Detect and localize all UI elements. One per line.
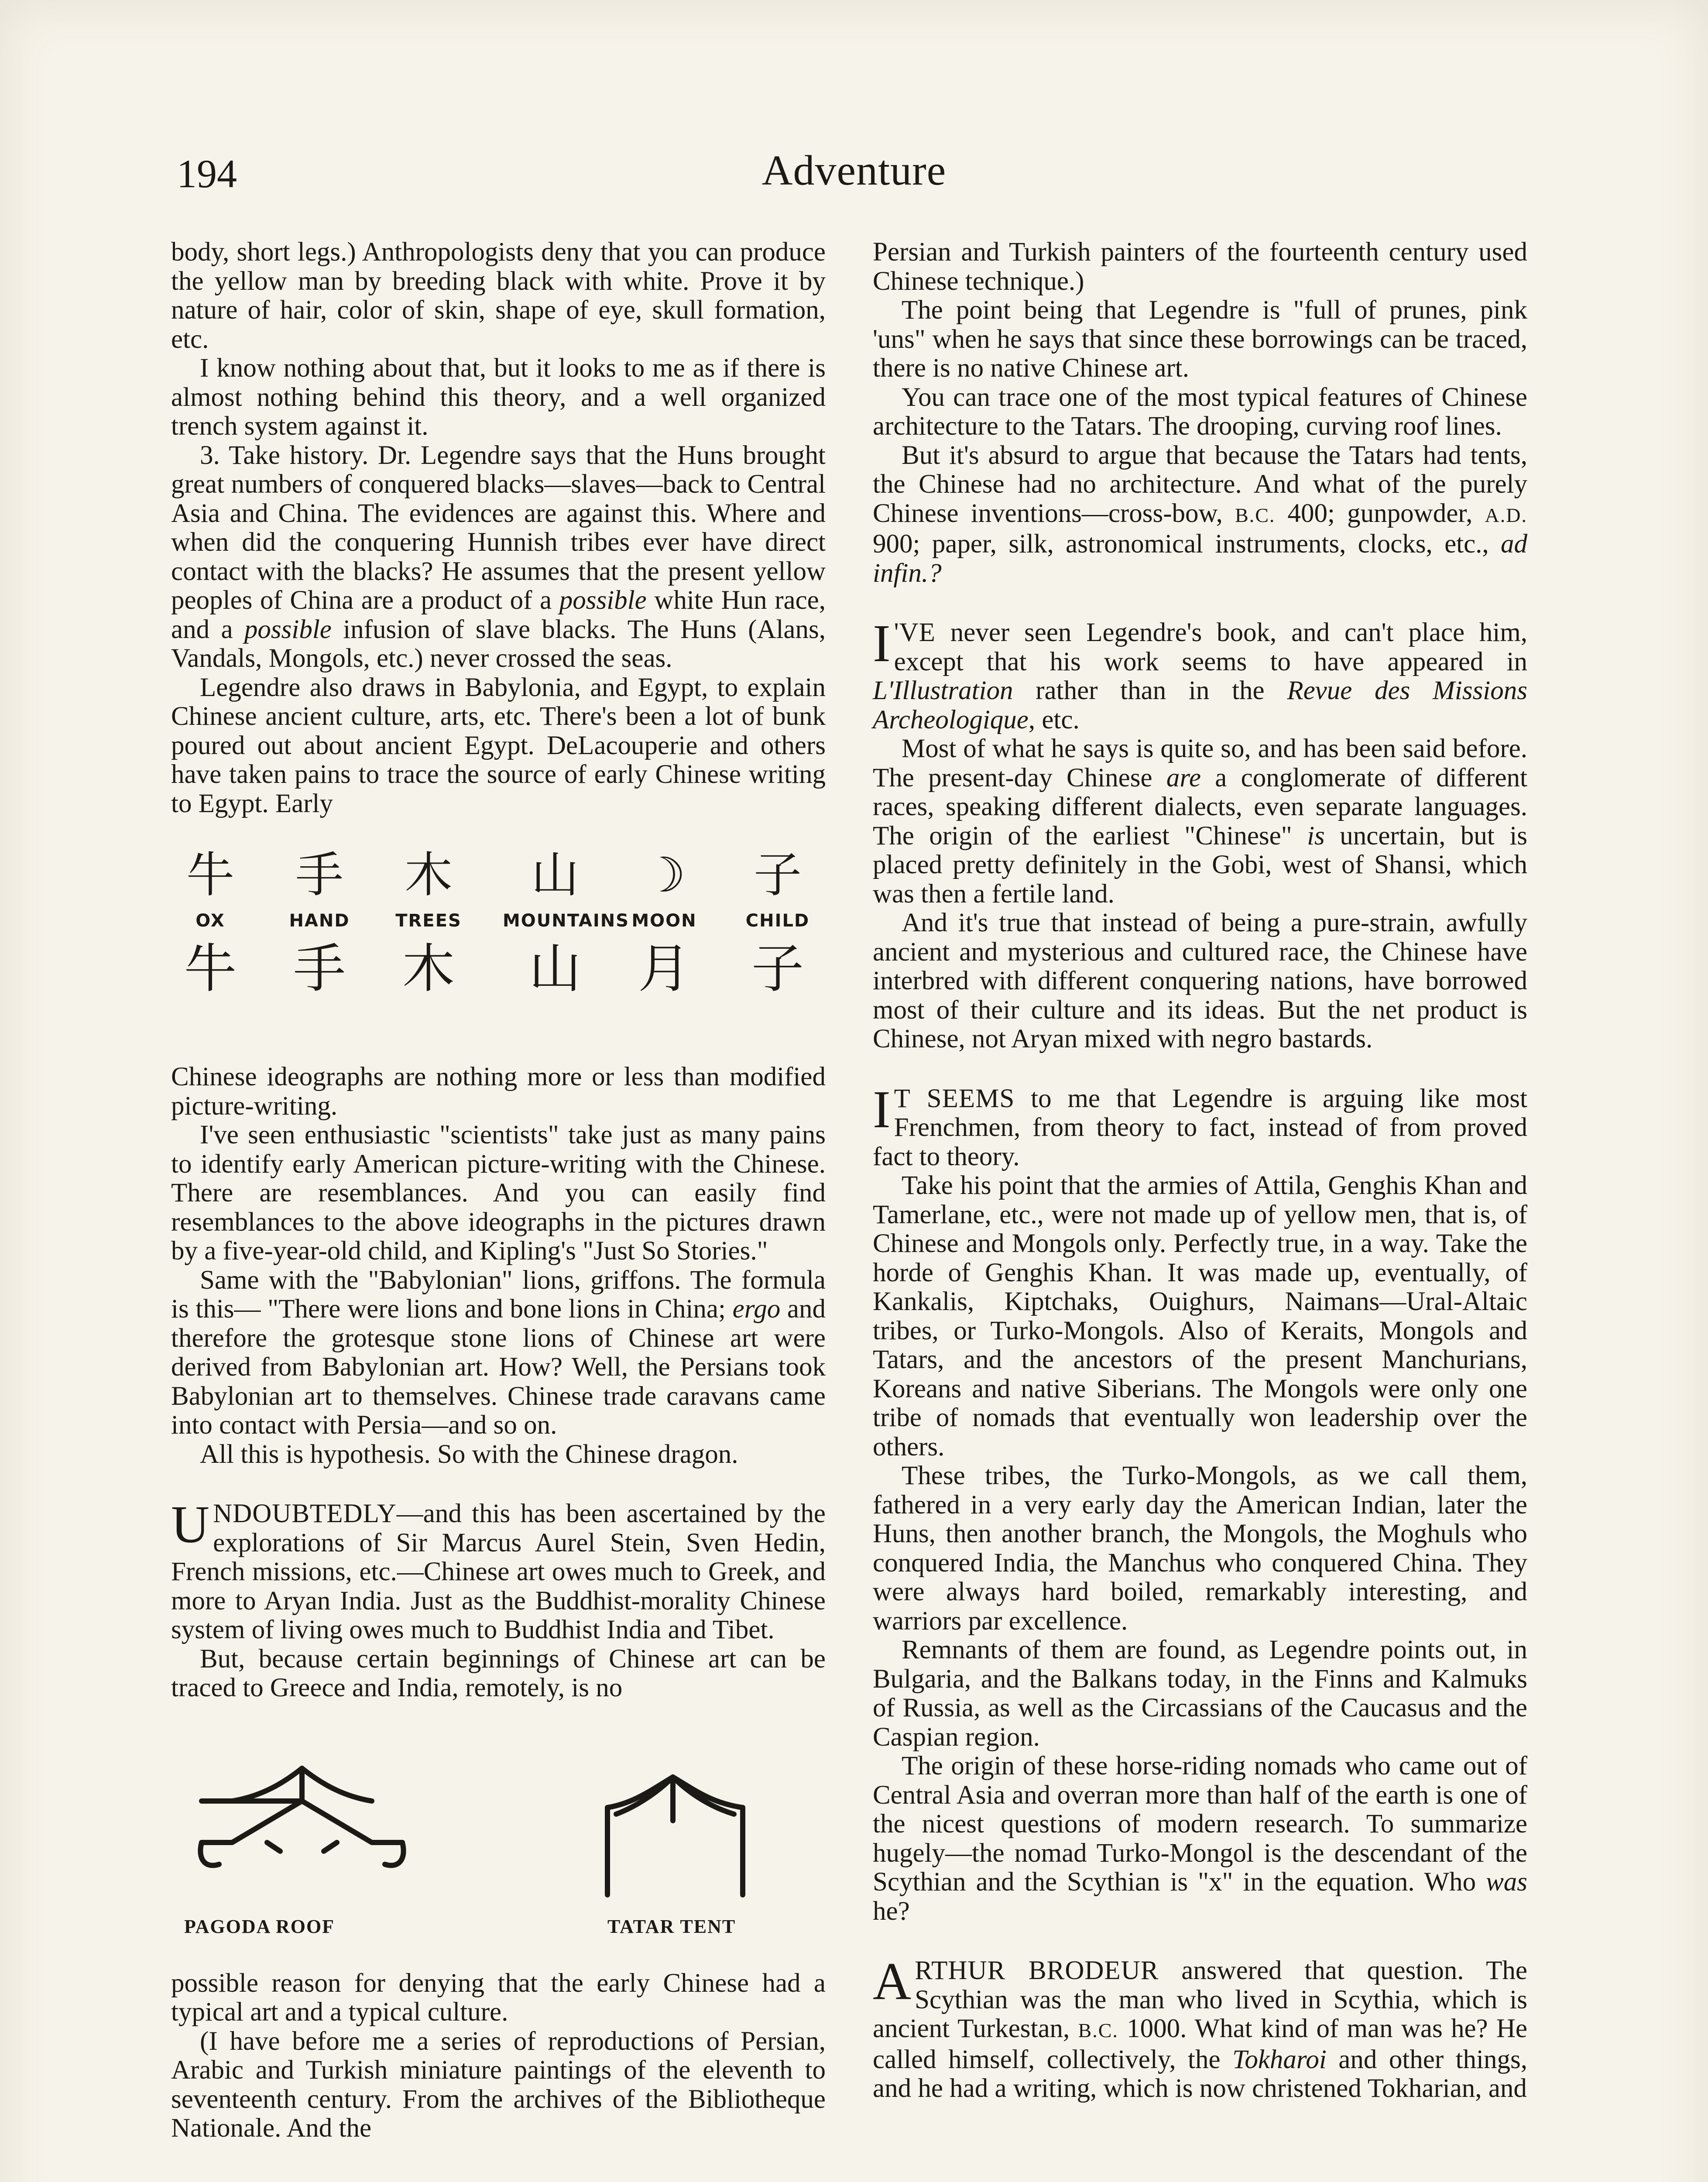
pagoda-roof-caption: PAGODA ROOF bbox=[184, 1915, 335, 1937]
section-paragraph: UNDOUBTEDLY—and this has been ascertained by the explorations of Sir Marcus Aurel Stein, Sven Hedin, French missions, etc.—Chinese art owes much to Greek, and more to Aryan India. Just as the Buddhist-morality Chinese system of living owes much to Buddhist India and Tibet. bbox=[171, 1495, 826, 1644]
section-paragraph: I T SEEMS to me that Legendre is arguing like most Frenchmen, from theory to fact, instead of from proved fact to theory. bbox=[873, 1080, 1527, 1171]
ideograph-ox bbox=[171, 849, 250, 998]
ideograph-caption: OX bbox=[195, 911, 225, 931]
paragraph: Persian and Turkish painters of the fourteenth century used Chinese technique.) bbox=[873, 237, 1527, 296]
paragraph: The point being that Legendre is "full of prunes, pink 'uns" when he says that since these borrowings can be traced, there is no native Chinese art. bbox=[873, 295, 1527, 383]
mountains-ancient-glyph: 山 bbox=[531, 847, 579, 903]
ideograph-moon bbox=[625, 849, 703, 998]
running-title: Adventure bbox=[761, 147, 947, 194]
mountains-modern-glyph: 山 bbox=[529, 938, 581, 999]
tatar-tent-drawing bbox=[607, 1777, 743, 1895]
ox-ancient-glyph: 牛 bbox=[186, 847, 234, 903]
roofs-figure bbox=[171, 1738, 826, 1943]
roof-illustrations bbox=[171, 1738, 826, 1904]
paragraph: But it's absurd to argue that because the Tatars had tents, the Chinese had no architecture. And what of the purely Chinese inventions—cross-bow, B.C. 400; gunpowder, A.D. 900; paper, silk, astronomical instruments, clocks, etc., ad infin.? bbox=[873, 440, 1527, 588]
drop-cap: A bbox=[873, 1952, 912, 2011]
ideographs-figure bbox=[171, 849, 826, 1032]
paragraph: Take his point that the armies of Attila, Genghis Khan and Tamerlane, etc., were not made up of yellow men, that is, of Chinese and Mongols only. Perfectly true, in a way. Take the horde of Genghis Khan. It was made up, eventually, of Kankalis, Kiptchaks, Ouighurs, Naimans—Ural-Altaic tribes, or Turko-Mongols. Also of Keraits, Mongols and Tatars, and the ancestors of the present Manchurians, Koreans and native Siberians. The Mongols were only one tribe of nomads that eventually won leadership over the others. bbox=[873, 1171, 1527, 1462]
moon-modern-glyph: 月 bbox=[638, 938, 690, 999]
section-paragraph: I 'VE never seen Legendre's book, and can't place him, except that his work seems to have appeared in L'Illustration rather than in the Revue des Missions Archeologique, etc. bbox=[873, 614, 1527, 734]
paragraph: Legendre also draws in Babylonia, and Egypt, to explain Chinese ancient culture, arts, etc. There's been a lot of bunk poured out about ancient Egypt. DeLacouperie and others have taken pains to trace the source of early Chinese writing to Egypt. Early bbox=[171, 672, 826, 818]
child-modern-glyph: 子 bbox=[751, 938, 804, 999]
paragraph: I've seen enthusiastic "scientists" take just as many pains to identify early American picture-writing with the Chinese. There are resemblances. And you can easily find resemblances to the above ideographs in the pictures drawn by a five-year-old child, and Kipling's "Just So Stories." bbox=[171, 1120, 826, 1266]
paragraph: You can trace one of the most typical features of Chinese architecture to the Tatars. The drooping, curving roof lines. bbox=[873, 382, 1527, 441]
ox-modern-glyph: 牛 bbox=[184, 938, 237, 999]
ideograph-caption: MOUNTAINS bbox=[503, 911, 630, 931]
ideograph-caption: TREES bbox=[395, 911, 462, 931]
section-paragraph: ARTHUR BRODEUR answered that question. The Scythian was the man who lived in Scythia, which is ancient Turkestan, B.C. 1000. What kind of man was he? He called himself, collectively, the Tokharoi and other things, and he had a writing, which is now christened Tokharian, and bbox=[873, 1952, 1527, 2103]
right-column bbox=[873, 238, 1527, 2103]
paragraph: All this is hypothesis. So with the Chinese dragon. bbox=[200, 1439, 738, 1469]
paragraph: But, because certain beginnings of Chinese art can be traced to Greece and India, remotely, is no bbox=[171, 1644, 826, 1702]
paragraph: body, short legs.) Anthropologists deny that you can produce the yellow man by breeding black with white. Prove it by nature of hair, color of skin, shape of eye, skull formation, etc. bbox=[171, 237, 826, 354]
left-column bbox=[171, 238, 826, 2143]
ideograph-hand bbox=[280, 849, 359, 998]
page-number: 194 bbox=[177, 151, 237, 196]
ideograph-caption: CHILD bbox=[745, 911, 810, 931]
paragraph: Chinese ideographs are nothing more or less than modified picture-writing. bbox=[171, 1062, 826, 1121]
paragraph: I know nothing about that, but it looks to me as if there is almost nothing behind this theory, and a well organized trench system against it. bbox=[171, 353, 826, 441]
paragraph: Most of what he says is quite so, and has been said before. The present-day Chinese are a conglomerate of different races, speaking different dialects, even separate languages. The origin of the earliest "Chinese" is uncertain, but is placed pretty definitely in the Gobi, west of Shansi, which was then a fertile land. bbox=[873, 734, 1527, 909]
drop-cap: I bbox=[873, 614, 891, 673]
hand-ancient-glyph: 手 bbox=[295, 847, 343, 903]
paragraph: (I have before me a series of reproductions of Persian, Arabic and Turkish miniature paintings of the eleventh to seventeenth century. From the archives of the Bibliotheque Nationale. And the bbox=[171, 2026, 826, 2143]
trees-ancient-glyph: 木 bbox=[405, 847, 453, 903]
paragraph: 3. Take history. Dr. Legendre says that the Huns brought great numbers of conquered blacks—slaves—back to Central Asia and China. The evidences are against this. Where and when did the conquering Hunnish tribes ever have direct contact with the blacks? He assumes that the present yellow peoples of China are a product of a possible white Hun race, and a possible infusion of slave blacks. The Huns (Alans, Vandals, Mongols, etc.) never crossed the seas. bbox=[171, 440, 826, 673]
paragraph: Same with the "Babylonian" lions, griffons. The formula is this— "There were lions and bone lions in China; ergo and therefore the grotesque stone lions of Chinese art were derived from Babylonian art. How? Well, the Persians took Babylonian art to themselves. Chinese trade caravans came into contact with Persia—and so on. bbox=[171, 1265, 826, 1440]
paragraph: Remnants of them are found, as Legendre points out, in Bulgaria, and the Balkans today, in the Finns and Kalmuks of Russia, as well as the Circassians of the Caucasus and the Caspian region. bbox=[873, 1635, 1527, 1752]
ideograph-child bbox=[738, 849, 817, 998]
pagoda-roof-drawing bbox=[200, 1768, 403, 1866]
paragraph: And it's true that instead of being a pure-strain, awfully ancient and mysterious and cultured race, the Chinese have interbred with different conquering nations, have borrowed most of their culture and its ideas. But the net product is Chinese, not Aryan mixed with negro bastards. bbox=[873, 908, 1527, 1053]
paragraph: The origin of these horse-riding nomads who came out of Central Asia and overran more than half of the earth is one of the nicest questions of modern research. To summarize hugely—the nomad Turko-Mongol is the descendant of the Scythian and the Scythian is "x" in the equation. Who was he? bbox=[873, 1751, 1527, 1926]
ideograph-caption: MOON bbox=[631, 911, 697, 931]
drop-cap: I bbox=[873, 1080, 891, 1139]
child-ancient-glyph: 子 bbox=[754, 847, 802, 903]
drop-cap: U bbox=[171, 1495, 210, 1554]
trees-modern-glyph: 木 bbox=[402, 938, 455, 999]
moon-ancient-glyph: ☽ bbox=[642, 847, 686, 903]
ideograph-mountains bbox=[503, 847, 630, 999]
paragraph: These tribes, the Turko-Mongols, as we call them, fathered in a very early day the American Indian, later the Huns, then another branch, the Mongols, the Moghuls who conquered India, the Manchus who conquered China. They were always hard boiled, remarkably interesting, and warriors par excellence. bbox=[873, 1461, 1527, 1636]
hand-modern-glyph: 手 bbox=[293, 938, 346, 999]
ideograph-caption: HAND bbox=[289, 911, 350, 931]
tatar-tent-caption: TATAR TENT bbox=[607, 1915, 736, 1937]
ideograph-trees bbox=[389, 849, 468, 998]
paragraph: possible reason for denying that the early Chinese had a typical art and a typical culture. bbox=[171, 1968, 826, 2027]
